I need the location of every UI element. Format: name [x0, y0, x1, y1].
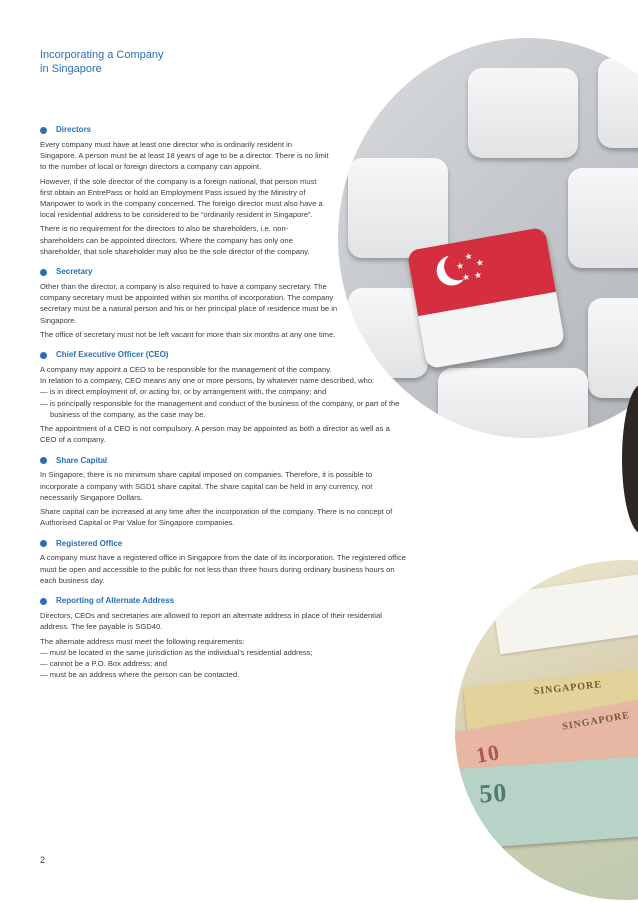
- section-alternate-address: [40, 595, 406, 680]
- section-title: Reporting of Alternate Address: [56, 596, 175, 606]
- paragraph: There is no requirement for the directors to also be shareholders, i.e. non-shareholders can be appointed directors. Where the company has only one shareholder, that sole shareholder may also be the sole director of the company.: [40, 224, 310, 256]
- keyboard-key: [438, 368, 588, 438]
- banknote-value: 50: [478, 777, 509, 809]
- dash-item: — is in direct employment of, or acting for, or by arrangement with, the company; and: [40, 387, 327, 397]
- paragraph: The office of secretary must not be left vacant for more than six months at any one time.: [40, 329, 336, 339]
- section-ceo: [40, 349, 406, 445]
- section-title: Directors: [56, 125, 92, 135]
- header-title-line2: in Singapore: [40, 63, 102, 75]
- section-share-capital: [40, 454, 406, 528]
- dash-item: — cannot be a P.O. Box address; and: [40, 658, 167, 668]
- banknote-label: SINGAPORE: [533, 679, 603, 698]
- paragraph: However, if the sole director of the company is a foreign national, that person must first obtain an EntrePass or hold an Employment Pass issued by the Ministry of Manpower to work in the company concerned. The foreign director must also have a local residential address to be considered to be “ordinarily resident in Singapore”.: [40, 176, 323, 220]
- paragraph: The appointment of a CEO is not compulsory. A person may be appointed as both a director as well as a CEO of a company.: [40, 424, 390, 445]
- paragraph: The alternate address must meet the following requirements:: [40, 636, 245, 646]
- keyboard-key: [598, 58, 638, 148]
- paragraph: In relation to a company, CEO means any one or more persons, by whatever name described, who:: [40, 376, 375, 386]
- star-icon: ★: [473, 269, 483, 281]
- bullet-icon: [40, 269, 47, 276]
- banknote-label: SINGAPORE: [561, 709, 631, 733]
- star-icon: ★: [455, 260, 465, 272]
- section-title: Chief Executive Officer (CEO): [56, 350, 169, 360]
- bullet-icon: [40, 127, 47, 134]
- bullet-icon: [40, 598, 47, 605]
- paragraph: A company must have a registered office in Singapore from the date of its incorporation. The registered office must be open and accessible to the public for not less than three hours during ordinary business hours on each business day.: [40, 553, 406, 585]
- bullet-icon: [40, 457, 47, 464]
- main-content: [40, 124, 406, 680]
- section-registered-office: [40, 537, 406, 586]
- section-directors: [40, 124, 406, 257]
- section-title: Registered Office: [56, 538, 123, 548]
- star-icon: ★: [474, 256, 485, 269]
- section-title: Share Capital: [56, 455, 108, 465]
- bullet-icon: [40, 352, 47, 359]
- paragraph: Share capital can be increased at any time after the incorporation of the company. There is no concept of Authorised Capital or Par Value for Singapore companies.: [40, 507, 393, 528]
- paragraph: Directors, CEOs and secretaries are allowed to report an alternate address in place of their residential address. The fee payable is SGD40.: [40, 611, 382, 632]
- star-icon: ★: [461, 271, 471, 283]
- dash-item: — must be an address where the person can be contacted.: [40, 670, 240, 680]
- keyboard-key: [568, 168, 638, 268]
- keyboard-key: [468, 68, 578, 158]
- section-secretary: [40, 266, 406, 340]
- star-icon: ★: [463, 250, 474, 263]
- page-number: 2: [40, 855, 46, 865]
- bullet-icon: [40, 540, 47, 547]
- paragraph: Every company must have at least one director who is ordinarily resident in Singapore. A person must be at least 18 years of age to be a director. There is no limit to the number of local or foreign directors a company can appoint.: [40, 140, 329, 172]
- paragraph: In Singapore, there is no minimum share capital imposed on companies. Therefore, it is possible to incorporate a company with SGD1 share capital. The share capital can be held in any currency, not necessarily Singapore Dollars.: [40, 470, 373, 502]
- banknotes-photo: [455, 560, 638, 900]
- banknote-value: 10: [473, 739, 502, 768]
- page-header: [40, 48, 164, 76]
- singapore-flag-key: [407, 227, 566, 369]
- paragraph: Other than the director, a company is also required to have a company secretary. The company secretary must be appointed within six months of incorporation. The company secretary must be a natural person and his or her principal place of residence must be in Singapore.: [40, 282, 338, 325]
- paragraph: A company may appoint a CEO to be responsible for the management of the company.: [40, 365, 332, 375]
- dash-item: — is principally responsible for the management and conduct of the business of the company, or part of the business of the company, as the case may be.: [40, 398, 400, 419]
- keyboard-key: [588, 298, 638, 398]
- dash-item: — must be located in the same jurisdiction as the individual’s residential address;: [40, 647, 313, 657]
- section-title: Secretary: [56, 267, 93, 277]
- header-title-line1: Incorporating a Company: [40, 49, 164, 61]
- receipt: [492, 566, 638, 655]
